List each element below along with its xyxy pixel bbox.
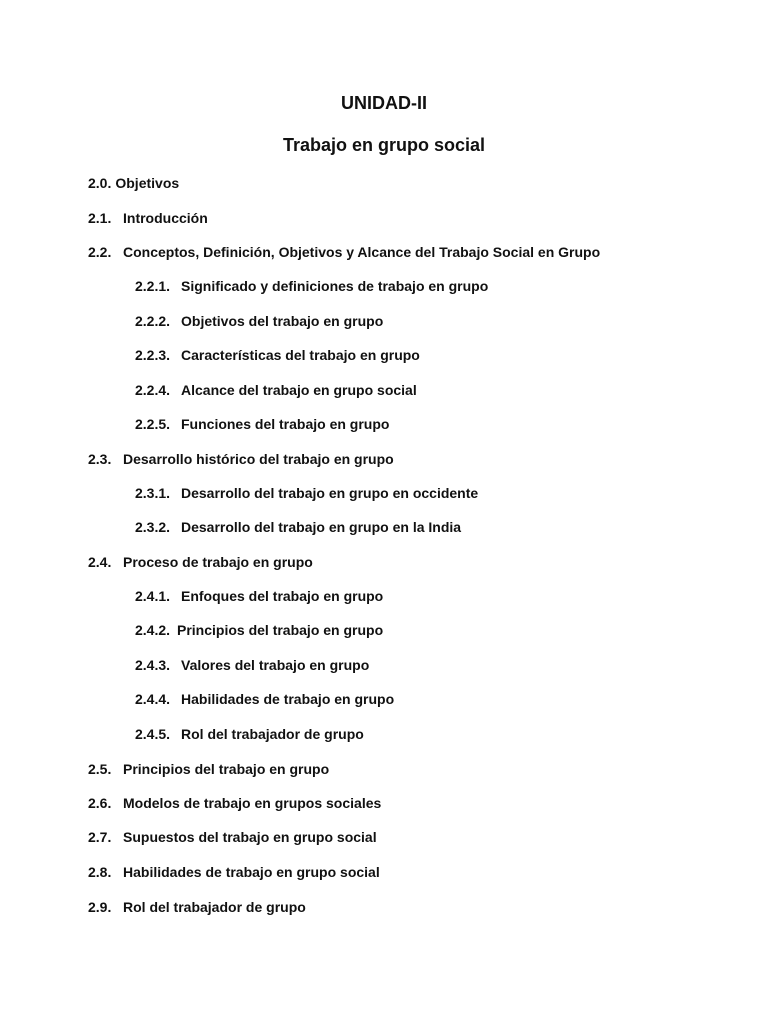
toc-item-2-4-1 bbox=[135, 586, 383, 606]
toc-text: Habilidades de trabajo en grupo bbox=[181, 691, 395, 707]
toc-text: Rol del trabajador de grupo bbox=[123, 899, 306, 915]
toc-number: 2.3.2. bbox=[135, 519, 171, 535]
toc-text: Objetivos del trabajo en grupo bbox=[181, 313, 384, 329]
toc-number: 2.8. bbox=[88, 864, 112, 880]
toc-number: 2.4.4. bbox=[135, 691, 171, 707]
toc-number: 2.0. bbox=[88, 175, 112, 191]
toc-text: Enfoques del trabajo en grupo bbox=[181, 588, 384, 604]
toc-number: 2.2. bbox=[88, 244, 112, 260]
toc-number: 2.4.2. bbox=[135, 622, 171, 638]
toc-item-2-7 bbox=[88, 827, 377, 847]
toc-text: Valores del trabajo en grupo bbox=[181, 657, 370, 673]
toc-text: Introducción bbox=[123, 210, 208, 226]
toc-item-2-2-5 bbox=[135, 414, 389, 434]
toc-number: 2.2.1. bbox=[135, 278, 171, 294]
toc-item-2-3-2 bbox=[135, 517, 461, 537]
toc-text: Desarrollo del trabajo en grupo en occidente bbox=[181, 485, 479, 501]
toc-item-2-2-1 bbox=[135, 276, 488, 296]
toc-number: 2.5. bbox=[88, 761, 112, 777]
unit-heading: UNIDAD-II bbox=[341, 93, 427, 113]
toc-text: Desarrollo histórico del trabajo en grupo bbox=[123, 451, 394, 467]
toc-number: 2.1. bbox=[88, 210, 112, 226]
toc-number: 2.2.4. bbox=[135, 382, 171, 398]
toc-text: Desarrollo del trabajo en grupo en la India bbox=[181, 519, 462, 535]
toc-number: 2.4.5. bbox=[135, 726, 171, 742]
toc-number: 2.7. bbox=[88, 829, 112, 845]
toc-item-2-8 bbox=[88, 862, 380, 882]
toc-number: 2.2.2. bbox=[135, 313, 171, 329]
toc-item-2-2-3 bbox=[135, 345, 420, 365]
toc-item-2-9 bbox=[88, 897, 306, 917]
toc-text: Funciones del trabajo en grupo bbox=[181, 416, 390, 432]
toc-item-2-3-1 bbox=[135, 483, 478, 503]
toc-item-2-4 bbox=[88, 552, 313, 572]
toc-text: Modelos de trabajo en grupos sociales bbox=[123, 795, 382, 811]
toc-text: Alcance del trabajo en grupo social bbox=[181, 382, 417, 398]
toc-item-2-2-2 bbox=[135, 311, 383, 331]
toc-item-2-2-4 bbox=[135, 380, 417, 400]
toc-text: Características del trabajo en grupo bbox=[181, 347, 420, 363]
toc-number: 2.3. bbox=[88, 451, 112, 467]
toc-number: 2.3.1. bbox=[135, 485, 171, 501]
toc-item-2-0 bbox=[88, 173, 179, 193]
toc-number: 2.6. bbox=[88, 795, 112, 811]
toc-text: Supuestos del trabajo en grupo social bbox=[123, 829, 377, 845]
toc-item-2-4-5 bbox=[135, 724, 364, 744]
toc-number: 2.9. bbox=[88, 899, 112, 915]
unit-title: Trabajo en grupo social bbox=[282, 135, 486, 155]
toc-number: 2.4. bbox=[88, 554, 112, 570]
toc-number: 2.2.5. bbox=[135, 416, 171, 432]
toc-number: 2.2.3. bbox=[135, 347, 171, 363]
toc-item-2-4-2 bbox=[135, 620, 383, 640]
toc-item-2-6 bbox=[88, 793, 381, 813]
toc-text: Habilidades de trabajo en grupo social bbox=[123, 864, 380, 880]
toc-item-2-5 bbox=[88, 759, 329, 779]
toc-number: 2.4.1. bbox=[135, 588, 171, 604]
toc-text: Principios del trabajo en grupo bbox=[123, 761, 330, 777]
toc-text: Significado y definiciones de trabajo en grupo bbox=[181, 278, 489, 294]
toc-text: Principios del trabajo en grupo bbox=[177, 622, 384, 638]
toc-text: Rol del trabajador de grupo bbox=[181, 726, 364, 742]
toc-number: 2.4.3. bbox=[135, 657, 171, 673]
toc-item-2-3 bbox=[88, 449, 394, 469]
toc-item-2-4-4 bbox=[135, 689, 394, 709]
toc-item-2-2 bbox=[88, 242, 600, 262]
toc-text: Objetivos bbox=[115, 175, 180, 191]
toc-text: Conceptos, Definición, Objetivos y Alcance del Trabajo Social en Grupo bbox=[123, 244, 601, 260]
toc-text: Proceso de trabajo en grupo bbox=[123, 554, 313, 570]
toc-item-2-4-3 bbox=[135, 655, 369, 675]
toc-item-2-1 bbox=[88, 208, 208, 228]
